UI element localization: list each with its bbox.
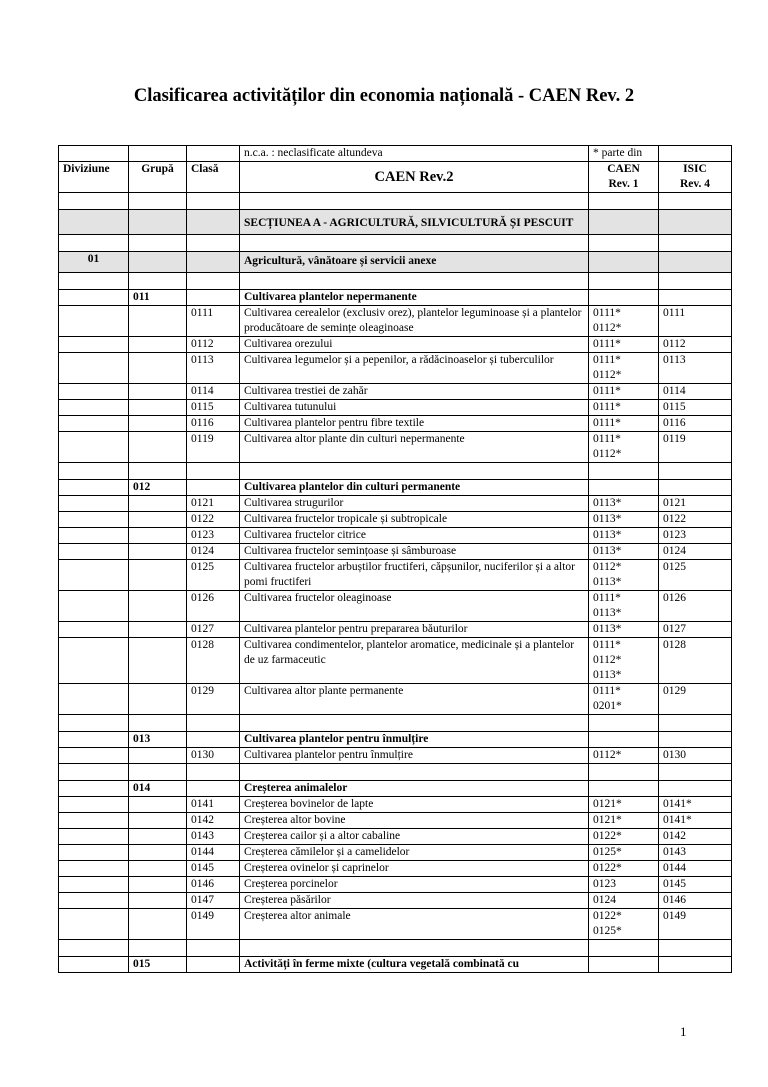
caen1-code: 0113*	[589, 528, 659, 544]
caen1-code: 0113*	[589, 512, 659, 528]
caen1-code: 0111* 0113*	[589, 591, 659, 622]
part-note: * parte din	[589, 146, 659, 162]
caen1-code: 0113*	[589, 622, 659, 638]
class-name: Cultivarea orezului	[240, 337, 589, 353]
group-code: 013	[129, 732, 187, 748]
class-name: Cultivarea strugurilor	[240, 496, 589, 512]
class-code: 0141	[187, 797, 240, 813]
nca-note: n.c.a. : neclasificate altundeva	[240, 146, 589, 162]
isic-code: 0144	[659, 861, 732, 877]
class-name: Cultivarea fructelor citrice	[240, 528, 589, 544]
col-isic-header: ISIC Rev. 4	[659, 162, 732, 193]
class-row	[59, 591, 732, 622]
caen1-code: 0111* 0201*	[589, 684, 659, 715]
caen1-code: 0123	[589, 877, 659, 893]
class-code: 0145	[187, 861, 240, 877]
group-row	[59, 480, 732, 496]
class-code: 0124	[187, 544, 240, 560]
isic-code: 0121	[659, 496, 732, 512]
class-code: 0125	[187, 560, 240, 591]
class-name: Cultivarea legumelor și a pepenilor, a rădăcinoaselor și tuberculilor	[240, 353, 589, 384]
class-name: Cultivarea fructelor oleaginoase	[240, 591, 589, 622]
class-code: 0127	[187, 622, 240, 638]
section-row	[59, 210, 732, 235]
class-code: 0129	[187, 684, 240, 715]
spacer-row	[59, 273, 732, 290]
group-code: 011	[129, 290, 187, 306]
caen1-code: 0124	[589, 893, 659, 909]
class-row	[59, 877, 732, 893]
class-row	[59, 845, 732, 861]
caen1-code: 0121*	[589, 797, 659, 813]
class-row	[59, 496, 732, 512]
class-row	[59, 861, 732, 877]
class-code: 0130	[187, 748, 240, 764]
caen1-code: 0111*	[589, 384, 659, 400]
isic-code: 0149	[659, 909, 732, 940]
class-code: 0144	[187, 845, 240, 861]
spacer-row	[59, 235, 732, 252]
class-name: Cultivarea fructelor arbuștilor fructiferi, căpșunilor, nuciferilor și a altor pomi fructiferi	[240, 560, 589, 591]
class-row	[59, 638, 732, 684]
group-name: Cultivarea plantelor pentru înmulțire	[240, 732, 589, 748]
class-name: Cultivarea fructelor tropicale și subtropicale	[240, 512, 589, 528]
class-row	[59, 797, 732, 813]
caen1-code: 0121*	[589, 813, 659, 829]
header-row	[59, 162, 732, 193]
class-row	[59, 560, 732, 591]
class-name: Creșterea altor bovine	[240, 813, 589, 829]
isic-code: 0141*	[659, 797, 732, 813]
isic-code: 0143	[659, 845, 732, 861]
class-code: 0119	[187, 432, 240, 463]
division-name: Agricultură, vânătoare și servicii anexe	[240, 252, 589, 273]
group-code: 012	[129, 480, 187, 496]
spacer-row	[59, 715, 732, 732]
class-row	[59, 337, 732, 353]
note-row	[59, 146, 732, 162]
class-name: Cultivarea tutunului	[240, 400, 589, 416]
class-row	[59, 544, 732, 560]
caen-table	[58, 145, 732, 973]
class-name: Cultivarea plantelor pentru fibre textile	[240, 416, 589, 432]
class-code: 0116	[187, 416, 240, 432]
isic-code: 0146	[659, 893, 732, 909]
class-code: 0123	[187, 528, 240, 544]
class-row	[59, 416, 732, 432]
class-name: Creșterea ovinelor și caprinelor	[240, 861, 589, 877]
class-name: Creșterea altor animale	[240, 909, 589, 940]
class-name: Creșterea bovinelor de lapte	[240, 797, 589, 813]
class-row	[59, 829, 732, 845]
caen1-code: 0111*	[589, 416, 659, 432]
page-number: 1	[680, 1024, 687, 1039]
isic-code: 0125	[659, 560, 732, 591]
class-code: 0142	[187, 813, 240, 829]
isic-code: 0119	[659, 432, 732, 463]
class-code: 0112	[187, 337, 240, 353]
isic-code: 0123	[659, 528, 732, 544]
isic-code: 0126	[659, 591, 732, 622]
section-title: SECȚIUNEA A - AGRICULTURĂ, SILVICULTURĂ ȘI PESCUIT	[240, 210, 589, 235]
col-caen2-header: CAEN Rev.2	[240, 162, 589, 193]
caen1-code: 0125*	[589, 845, 659, 861]
class-code: 0147	[187, 893, 240, 909]
col-division-header: Diviziune	[59, 162, 129, 193]
class-row	[59, 528, 732, 544]
class-code: 0149	[187, 909, 240, 940]
caen1-code: 0122*	[589, 829, 659, 845]
spacer-row	[59, 940, 732, 957]
class-row	[59, 684, 732, 715]
class-name: Cultivarea altor plante din culturi nepermanente	[240, 432, 589, 463]
class-row	[59, 909, 732, 940]
class-row	[59, 893, 732, 909]
division-row	[59, 252, 732, 273]
isic-code: 0113	[659, 353, 732, 384]
caen1-code: 0112*	[589, 748, 659, 764]
class-row	[59, 400, 732, 416]
isic-code: 0142	[659, 829, 732, 845]
class-code: 0114	[187, 384, 240, 400]
isic-code: 0111	[659, 306, 732, 337]
class-row	[59, 512, 732, 528]
caen1-code: 0111* 0112* 0113*	[589, 638, 659, 684]
class-name: Creșterea păsărilor	[240, 893, 589, 909]
class-name: Cultivarea cerealelor (exclusiv orez), plantelor leguminoase și a plantelor producătoare de semințe oleaginoase	[240, 306, 589, 337]
class-name: Cultivarea trestiei de zahăr	[240, 384, 589, 400]
class-name: Cultivarea fructelor semințoase și sâmburoase	[240, 544, 589, 560]
class-row	[59, 748, 732, 764]
group-name: Activități în ferme mixte (cultura vegetală combinată cu	[240, 957, 589, 973]
isic-code: 0124	[659, 544, 732, 560]
caen1-code: 0111*	[589, 400, 659, 416]
caen1-code: 0113*	[589, 496, 659, 512]
group-row	[59, 957, 732, 973]
caen1-code: 0111* 0112*	[589, 353, 659, 384]
caen1-code: 0111* 0112*	[589, 306, 659, 337]
col-group-header: Grupă	[129, 162, 187, 193]
group-name: Cultivarea plantelor nepermanente	[240, 290, 589, 306]
class-name: Creșterea cailor și a altor cabaline	[240, 829, 589, 845]
class-row	[59, 813, 732, 829]
group-row	[59, 290, 732, 306]
caen1-code: 0122*	[589, 861, 659, 877]
isic-code: 0122	[659, 512, 732, 528]
page-title: Clasificarea activităților din economia națională - CAEN Rev. 2	[133, 86, 635, 106]
isic-code: 0112	[659, 337, 732, 353]
spacer-row	[59, 764, 732, 781]
spacer-row	[59, 193, 732, 210]
group-code: 015	[129, 957, 187, 973]
class-row	[59, 353, 732, 384]
caen1-code: 0111*	[589, 337, 659, 353]
group-name: Creșterea animalelor	[240, 781, 589, 797]
col-class-header: Clasă	[187, 162, 240, 193]
col-caen1-header: CAEN Rev. 1	[589, 162, 659, 193]
isic-code: 0128	[659, 638, 732, 684]
class-name: Cultivarea altor plante permanente	[240, 684, 589, 715]
class-row	[59, 622, 732, 638]
spacer-row	[59, 463, 732, 480]
class-code: 0113	[187, 353, 240, 384]
group-code: 014	[129, 781, 187, 797]
class-code: 0115	[187, 400, 240, 416]
group-name: Cultivarea plantelor din culturi permanente	[240, 480, 589, 496]
group-row	[59, 781, 732, 797]
class-row	[59, 384, 732, 400]
isic-code: 0141*	[659, 813, 732, 829]
isic-code: 0116	[659, 416, 732, 432]
class-code: 0143	[187, 829, 240, 845]
class-code: 0128	[187, 638, 240, 684]
class-code: 0111	[187, 306, 240, 337]
class-name: Cultivarea plantelor pentru înmulțire	[240, 748, 589, 764]
class-name: Creșterea cămilelor și a camelidelor	[240, 845, 589, 861]
isic-code: 0127	[659, 622, 732, 638]
isic-code: 0145	[659, 877, 732, 893]
class-code: 0126	[187, 591, 240, 622]
class-code: 0121	[187, 496, 240, 512]
division-code: 01	[59, 252, 129, 273]
class-code: 0146	[187, 877, 240, 893]
class-name: Creșterea porcinelor	[240, 877, 589, 893]
class-name: Cultivarea condimentelor, plantelor aromatice, medicinale și a plantelor de uz farmaceutic	[240, 638, 589, 684]
isic-code: 0129	[659, 684, 732, 715]
isic-code: 0130	[659, 748, 732, 764]
class-row	[59, 306, 732, 337]
caen1-code: 0113*	[589, 544, 659, 560]
caen1-code: 0112* 0113*	[589, 560, 659, 591]
isic-code: 0115	[659, 400, 732, 416]
caen1-code: 0111* 0112*	[589, 432, 659, 463]
group-row	[59, 732, 732, 748]
class-row	[59, 432, 732, 463]
class-name: Cultivarea plantelor pentru prepararea băuturilor	[240, 622, 589, 638]
isic-code: 0114	[659, 384, 732, 400]
class-code: 0122	[187, 512, 240, 528]
caen1-code: 0122* 0125*	[589, 909, 659, 940]
